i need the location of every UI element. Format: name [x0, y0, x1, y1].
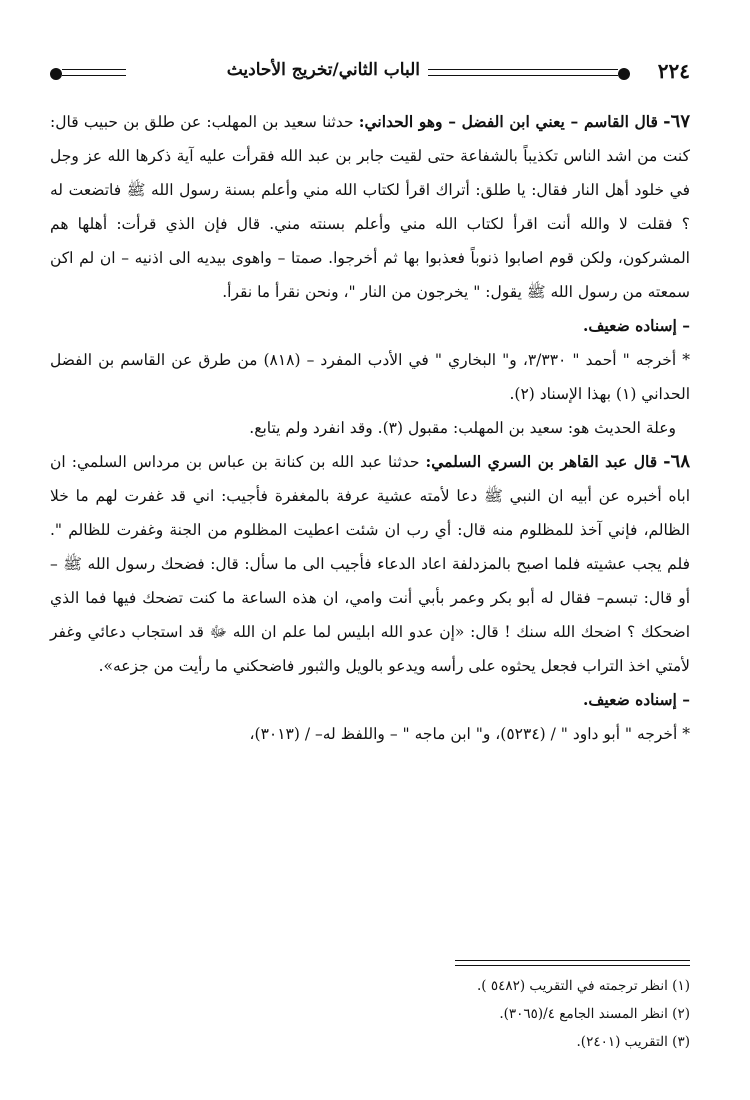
hadith-text: حدثنا سعيد بن المهلب: عن طلق بن حبيب قال: كنت من اشد الناس تكذيباً بالشفاعة حتى لقيت جابر بن عبد الله فقرأت عليه آية ذكرها الله عز وجل في خلود أهل النار فقال: يا طلق: أتراك اقرأ لكتاب الله مني وأعلم بسنة رسول الله ﷺ فاتضعت له ؟ فقلت لا والله أنت اقرأ لكتاب الله مني وأعلم بسنته مني. قال فإن الذي قرأت: أهلها هم المشركون، ولكن قوم اصابوا ذنوباً فعذبوا بها ثم أخرجوا. صمتا – واهوى بيديه الى اذنيه – ان لم اكن سمعته من رسول الله ﷺ يقول: " يخرجون من النار "، ونحن نقرأ ما نقرأ. — [50, 113, 690, 301]
hadith-number: ٦٨- — [663, 451, 690, 472]
footnote: (١) انظر ترجمته في التقريب (٥٤٨٢ ). — [476, 978, 690, 994]
chapter-title: الباب الثاني/تخريج الأحاديث — [226, 60, 420, 80]
isnad-grade: – إسناده ضعيف. — [582, 316, 690, 335]
page-number: ٢٢٤ — [657, 59, 690, 83]
hadith-67 — [50, 105, 690, 309]
footnote: (٢) انظر المسند الجامع ٤/(٣٠٦٥). — [499, 1006, 690, 1022]
hadith-narrator: قال القاسم – يعني ابن الفضل – وهو الحداني: — [358, 112, 658, 131]
main-text — [50, 105, 690, 751]
header-ornament-dot-icon — [50, 68, 62, 80]
page — [50, 55, 690, 751]
footnote: (٣) التقريب (٢٤٠١). — [576, 1034, 690, 1050]
header-rule — [428, 69, 618, 76]
takhrij-paragraph: * أخرجه " أبو داود " / (٥٢٣٤)، و" ابن ماجه " – واللفظ له– / (٣٠١٣)، — [249, 725, 690, 743]
hadith-narrator: قال عبد القاهر بن السري السلمي: — [425, 452, 658, 471]
running-header — [50, 55, 690, 91]
header-ornament-dot-icon — [618, 68, 630, 80]
hadith-text: حدثنا عبد الله بن كنانة بن عباس بن مرداس السلمي: ان اباه أخبره عن أبيه ان النبي ﷺ دعا لأمته عشية عرفة بالمغفرة فأجيب: اني قد غفرت لهم ما خلا الظالم، فإني آخذ للمظلوم منه قال: أي رب ان شئت اعطيت المظلوم من الجنة وغفرت للظالم ". فلم يجب عشيته فلما اصبح بالمزدلفة اعاد الدعاء فأجيب الى ما سأل: قال: فضحك رسول الله ﷺ – أو قال: تبسم– فقال له أبو بكر وعمر بأبي أنت وامي، ان هذه الساعة ما كنت تضحك فيها فما الذي اضحكك ؟ اضحك الله سنك ! قال: «إن عدو الله ابليس لما علم ان الله ﷻ قد استجاب دعائي وغفر لأمتي اخذ التراب فجعل يحثوه على رأسه ويدعو بالويل والثبور فاضحكني ما رأيت من جزعه». — [50, 453, 690, 675]
illa-paragraph: وعلة الحديث هو: سعيد بن المهلب: مقبول (٣). وقد انفرد ولم يتابع. — [249, 419, 676, 437]
header-rule — [62, 69, 126, 76]
isnad-grade: – إسناده ضعيف. — [582, 690, 690, 709]
hadith-68 — [50, 445, 690, 683]
hadith-number: ٦٧- — [663, 111, 690, 132]
footnote-rule — [455, 960, 690, 966]
takhrij-paragraph: * أخرجه " أحمد " ٣/٣٣٠، و" البخاري " في الأدب المفرد – (٨١٨) من طرق عن القاسم بن الفضل الحداني (١) بهذا الإسناد (٢). — [50, 351, 690, 403]
footnote-list — [50, 972, 690, 1056]
